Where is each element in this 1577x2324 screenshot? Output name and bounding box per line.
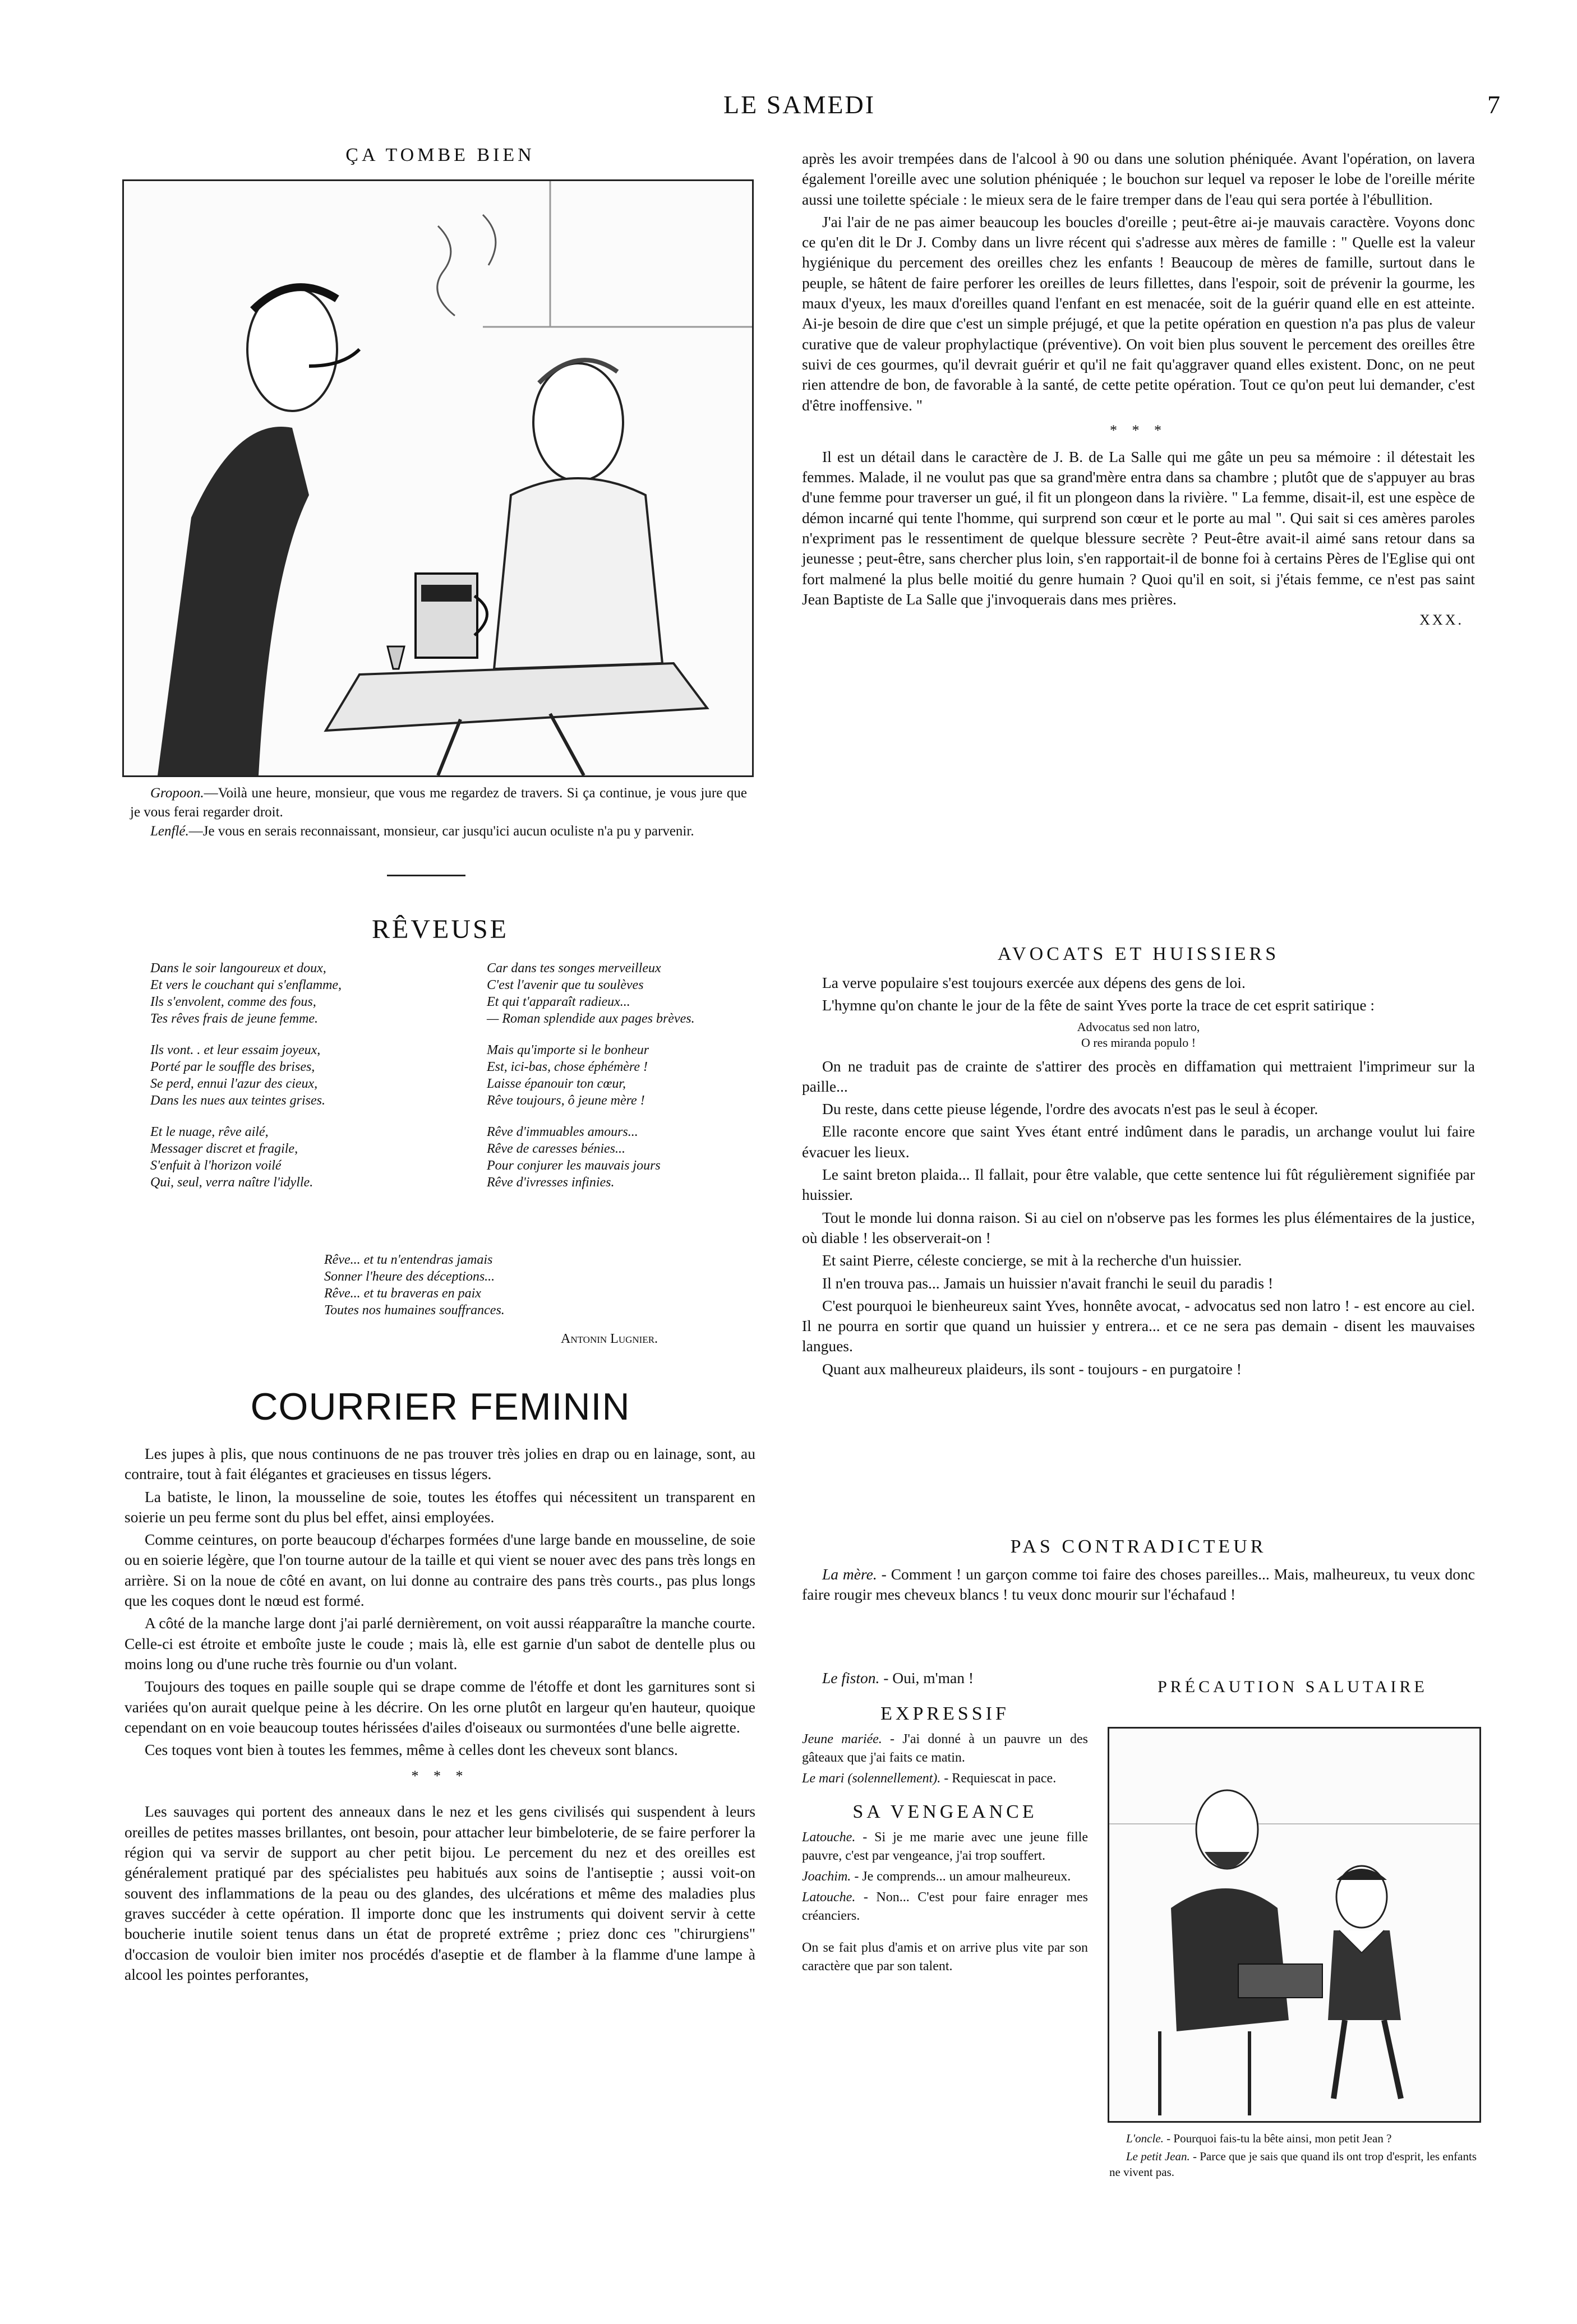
poem-stanza bbox=[150, 960, 442, 1027]
vengeance-title: SA VENGEANCE bbox=[852, 1801, 1038, 1822]
dialogue-line: Latouche. - Non... C'est pour faire enrager mes créanciers. bbox=[802, 1890, 1088, 1923]
poem-line: Porté par le souffle des brises, bbox=[150, 1060, 315, 1074]
paragraph: après les avoir trempées dans de l'alcool à 90 ou dans une solution phéniquée. Avant l'opération, on lavera également l'oreille avec une solution phéniquée ; le bouchon sur lequel va reposer le lobe de l'oreille mérite aussi une toilette spéciale : le mieux sera de le faire tremper dans de l'eau qui sera portée à l'ébullition. bbox=[802, 150, 1475, 208]
avocats-title: AVOCATS ET HUISSIERS bbox=[997, 944, 1280, 964]
poem-line: Et vers le couchant qui s'enflamme, bbox=[150, 978, 342, 992]
poem-line: Dans le soir langoureux et doux, bbox=[150, 961, 326, 976]
paragraph: Comme ceintures, on porte beaucoup d'écharpes formées d'une large bande en mousseline, de soie ou en soierie légère, que l'on tourne autour de la taille et qui vient se nouer avec des pans très longs en arrière. Si on la noue de côté en avant, on lui donne au contraire des pans très courts., pas plus longs que les coques dont le nœud est formé. bbox=[125, 1531, 755, 1610]
dialogue-line: Joachim. - Je comprends... un amour malheureux. bbox=[802, 1869, 1071, 1884]
poem-line: Rêve toujours, ô jeune mère ! bbox=[487, 1093, 645, 1108]
paragraph: Du reste, dans cette pieuse légende, l'ordre des avocats n'est pas le seul à écoper. bbox=[822, 1100, 1318, 1118]
paragraph: J'ai l'air de ne pas aimer beaucoup les boucles d'oreille ; peut-être ai-je mauvais caractère. Voyons donc ce qu'en dit le Dr J. Comby dans un livre récent qui s'adresse aux mères de famille : " Quelle est la valeur hygiénique du percement des oreilles chez les enfants ! Beaucoup de mères de famille, surtout dans le peuple, se hâtent de faire perforer les oreilles de leurs fillettes, dans l'espoir, soit de prévenir la gourme, les maux d'yeux, les maux d'oreilles quand l'enfant en est menacée, soit de la guérir quand elle en est atteinte. Ai-je besoin de dire que c'est un simple préjugé, et que la petite opération en question n'a pas plus de valeur curative que de valeur prophylactique (préventive). On voit bien plus souvent le percement des oreilles être suivi de ces gourmes, qu'il devrait guérir et qu'il ne fait qu'aggraver quand elles existent. Donc, on ne peut rien attendre de bon, de favorable à la santé, de cette petite opération. Tout ce qu'on peut lui demander, c'est d'être inoffensive. " bbox=[802, 212, 1475, 414]
latin-quote bbox=[802, 1019, 1475, 1051]
poem-stanza bbox=[150, 1124, 442, 1191]
poem-stanza bbox=[487, 1042, 756, 1109]
cartoon1-title: ÇA TOMBE BIEN bbox=[345, 145, 535, 165]
paragraph: On se fait plus d'amis et on arrive plus vite par son caractère que par son talent. bbox=[802, 1940, 1088, 1974]
courrier-title: COURRIER FEMININ bbox=[250, 1385, 630, 1428]
dialogue-line: Le mari (solennellement). - Requiescat in pace. bbox=[802, 1771, 1057, 1786]
poem-line: Rêve... et tu braveras en paix bbox=[324, 1286, 481, 1301]
paragraph: A côté de la manche large dont j'ai parlé dernièrement, on voit aussi réapparaître la manche courte. Celle-ci est étroite et emboîte juste le coude ; mais là, elle est garnie d'un sabot de dentelle plus ou moins long ou d'une ruche très fournie ou d'un volant. bbox=[125, 1614, 755, 1672]
poem-line: Messager discret et fragile, bbox=[150, 1142, 298, 1156]
poem-line: Laisse épanouir ton cœur, bbox=[487, 1076, 626, 1091]
poem-line: Ils s'envolent, comme des fous, bbox=[150, 995, 316, 1009]
expressif-title: EXPRESSIF bbox=[880, 1703, 1009, 1724]
poem-final-stanza bbox=[324, 1251, 638, 1319]
cartoon2-illustration bbox=[1108, 1727, 1481, 2123]
contradicteur-reply bbox=[802, 1668, 1082, 1690]
poem-line: S'enfuit à l'horizon voilé bbox=[150, 1158, 282, 1173]
separator-rule bbox=[387, 875, 465, 876]
paragraph: Tout le monde lui donna raison. Si au ciel on n'observe pas les formes les plus élémentaires de la justice, où diable ! les observerait-on ! bbox=[802, 1208, 1475, 1246]
poem-line: Se perd, ennui l'azur des cieux, bbox=[150, 1076, 318, 1091]
poem-line: Sonner l'heure des déceptions... bbox=[324, 1269, 495, 1284]
contradicteur-body bbox=[802, 1564, 1475, 1607]
poem-line: — Roman splendide aux pages brèves. bbox=[487, 1011, 695, 1026]
caption-line: Lenflé.—Je vous en serais reconnaissant, monsieur, car jusqu'ici aucun oculiste n'a pu y parvenir. bbox=[150, 824, 694, 839]
poem-line: Tes rêves frais de jeune femme. bbox=[150, 1011, 319, 1026]
paragraph: Il est un détail dans le caractère de J. B. de La Salle qui me gâte un peu sa mémoire : il détestait les femmes. Malade, il ne voulut pas que sa grand'mère entra dans sa chambre ; plutôt que de s'appuyer au bras d'une femme pour traverser un gué, il fit un plongeon dans la rivière. " La femme, disait-il, est une espèce de démon incarné qui tente l'homme, qui surprend son cœur et le porte au mal ". Qui sait si ces amères paroles n'expriment pas le ressentiment de quelque blessure secrète ? Peut-être avait-il aimé sans retour dans sa jeunesse ; peut-être, sans chercher plus loin, s'en rapportait-il de bonne foi à certains Pères de l'Eglise qui ont fort malmené la plus belle moitié du genre humain ? Quoi qu'il en soit, si j'étais femme, ce n'est pas saint Jean Baptiste de La Salle que j'invoquerais dans mes prières. bbox=[802, 447, 1475, 608]
poem-signature: Antonin Lugnier. bbox=[561, 1332, 658, 1346]
poem-line: Et qui t'apparaît radieux... bbox=[487, 995, 630, 1009]
poem-line: Qui, seul, verra naître l'idylle. bbox=[150, 1175, 313, 1190]
caption-line: Le petit Jean. - Parce que je sais que quand ils ont trop d'esprit, les enfants ne vivent pas. bbox=[1109, 2150, 1477, 2179]
poem-line: Mais qu'importe si le bonheur bbox=[487, 1043, 649, 1057]
section-separator: * * * bbox=[1110, 422, 1167, 438]
cartoon-drawing-uncle-boy bbox=[1109, 1729, 1479, 2121]
cartoon1-caption bbox=[130, 784, 747, 841]
quote-line: Advocatus sed non latro, bbox=[1077, 1019, 1200, 1034]
paragraph: Ces toques vont bien à toutes les femmes, même à celles dont les cheveux sont blancs. bbox=[145, 1741, 678, 1759]
caption-line: L'oncle. - Pourquoi fais-tu la bête ainsi, mon petit Jean ? bbox=[1126, 2132, 1392, 2145]
paragraph: On ne traduit pas de crainte de s'attirer des procès en diffamation qui mettraient l'imprimeur sur la paille... bbox=[802, 1057, 1475, 1095]
signature: XXX. bbox=[1419, 612, 1464, 629]
poem-stanza bbox=[150, 1042, 442, 1109]
poem-stanza bbox=[487, 1124, 756, 1191]
paragraph: Et saint Pierre, céleste concierge, se mit à la recherche d'un huissier. bbox=[822, 1251, 1242, 1269]
poem-line: Rêve... et tu n'entendras jamais bbox=[324, 1253, 493, 1267]
caption-line: Gropoon.—Voilà une heure, monsieur, que vous me regardez de travers. Si ça continue, je vous jure que je vous ferai regarder droit. bbox=[130, 786, 747, 820]
poem-line: Est, ici-bas, chose éphémère ! bbox=[487, 1060, 648, 1074]
poem-line: C'est l'avenir que tu soulèves bbox=[487, 978, 644, 992]
contradicteur-title: PAS CONTRADICTEUR bbox=[1010, 1536, 1267, 1557]
paragraph: C'est pourquoi le bienheureux saint Yves, honnête avocat, - advocatus sed non latro ! - est encore au ciel. Il ne pourra en sortir que quand un huissier y entrera... et ce ne sera pas demain - disent les mauvaises langues. bbox=[802, 1296, 1475, 1355]
poem-line: Pour conjurer les mauvais jours bbox=[487, 1158, 661, 1173]
poem-title: RÊVEUSE bbox=[372, 914, 509, 944]
newspaper-title: LE SAMEDI bbox=[723, 90, 876, 119]
paragraph: La batiste, le linon, la mousseline de soie, toutes les étoffes qui nécessitent un transparent en soierie un peu ferme sont du plus bel effet, ainsi employées. bbox=[125, 1487, 755, 1526]
cartoon-drawing-cafe bbox=[124, 181, 752, 775]
dialogue-line: Jeune mariée. - J'ai donné à un pauvre un des gâteaux que j'ai faits ce matin. bbox=[802, 1732, 1088, 1765]
poem-line: Dans les nues aux teintes grises. bbox=[150, 1093, 325, 1108]
section-separator: * * * bbox=[411, 1768, 469, 1785]
poem-line: Car dans tes songes merveilleux bbox=[487, 961, 661, 976]
dialogue-line: La mère. - Comment ! un garçon comme toi faire des choses pareilles... Mais, malheureux, tu veux donc faire rougir mes cheveux blancs ! tu veux donc mourir sur l'échafaud ! bbox=[802, 1565, 1475, 1604]
poem-stanza bbox=[487, 960, 756, 1027]
paragraph: Quant aux malheureux plaideurs, ils sont - toujours - en purgatoire ! bbox=[822, 1360, 1242, 1378]
poem-line: Rêve d'ivresses infinies. bbox=[487, 1175, 615, 1190]
paragraph: La verve populaire s'est toujours exercée aux dépens des gens de loi. bbox=[822, 974, 1246, 991]
paragraph: Toujours des toques en paille souple qui se drape comme de l'étoffe et dont les garnitures sont si variées qu'on aurait quelque peine à les décrire. On les orne plutôt en largeur qu'en hauteur, quoique cependant on en voie beaucoup toutes hérissées d'ailes d'oiseaux ou surmontées d'une belle aigrette. bbox=[125, 1678, 755, 1736]
jokes-column bbox=[802, 1699, 1088, 1978]
paragraph: Il n'en trouva pas... Jamais un huissier n'avait franchi le seuil du paradis ! bbox=[822, 1274, 1274, 1292]
quote-line: O res miranda populo ! bbox=[1081, 1035, 1196, 1050]
paragraph: Le saint breton plaida... Il fallait, pour être valable, que cette sentence lui fût régulièrement signifiée par huissier. bbox=[802, 1166, 1475, 1204]
poem-right-column bbox=[487, 960, 756, 1205]
poem-line: Et le nuage, rêve ailé, bbox=[150, 1125, 269, 1139]
poem-line: Toutes nos humaines souffrances. bbox=[324, 1303, 505, 1318]
cartoon1-illustration bbox=[122, 179, 754, 777]
page-number: 7 bbox=[1487, 90, 1502, 119]
dialogue-line: Latouche. - Si je me marie avec une jeune fille pauvre, c'est par vengeance, j'ai trop souffert. bbox=[802, 1830, 1088, 1863]
paragraph: Les jupes à plis, que nous continuons de ne pas trouver très jolies en drap ou en lainage, sont, au contraire, tout à fait élégantes et gracieuses en tissus légers. bbox=[125, 1445, 755, 1483]
cartoon2-caption bbox=[1109, 2131, 1477, 2182]
poem-line: Rêve d'immuables amours... bbox=[487, 1125, 638, 1139]
poem-line: Rêve de caresses bénies... bbox=[487, 1142, 626, 1156]
courrier-body bbox=[125, 1444, 755, 1987]
right-column-top bbox=[802, 149, 1475, 629]
poem-left-column bbox=[150, 960, 442, 1205]
poem-line: Ils vont. . et leur essaim joyeux, bbox=[150, 1043, 321, 1057]
paragraph: Les sauvages qui portent des anneaux dans le nez et les gens civilisés qui suspendent à leurs oreilles de petites masses brillantes, ont besoin, pour attacher leur bimbeloterie, de se faire perforer la région qui va servir de support au cher petit bijou. Le percement du nez et des oreilles est généralement pratiqué par des spécialistes peu habitués aux soins de l'antiseptie ; aussi voit-on souvent des inflammations de la peau ou des glandes, des ulcérations et même des maladies plus graves succéder à cette opération. Il importe donc que les instruments qui doivent servir à cette boucherie inutile soient tenus dans un état de propreté extrême ; priez donc ces "chirurgiens" d'occasion de vouloir bien imiter nos procédés d'aseptie et de flamber à la flamme d'une lampe à alcool les pointes perforantes, bbox=[125, 1803, 755, 1983]
avocats-body bbox=[802, 973, 1475, 1382]
paragraph: Elle raconte encore que saint Yves étant entré indûment dans le paradis, un archange voulut lui faire évacuer les lieux. bbox=[802, 1122, 1475, 1161]
paragraph: L'hymne qu'on chante le jour de la fête de saint Yves porte la trace de cet esprit satirique : bbox=[822, 996, 1375, 1014]
cartoon2-title: PRÉCAUTION SALUTAIRE bbox=[1158, 1678, 1428, 1696]
dialogue-line: Le fiston. - Oui, m'man ! bbox=[822, 1669, 974, 1687]
